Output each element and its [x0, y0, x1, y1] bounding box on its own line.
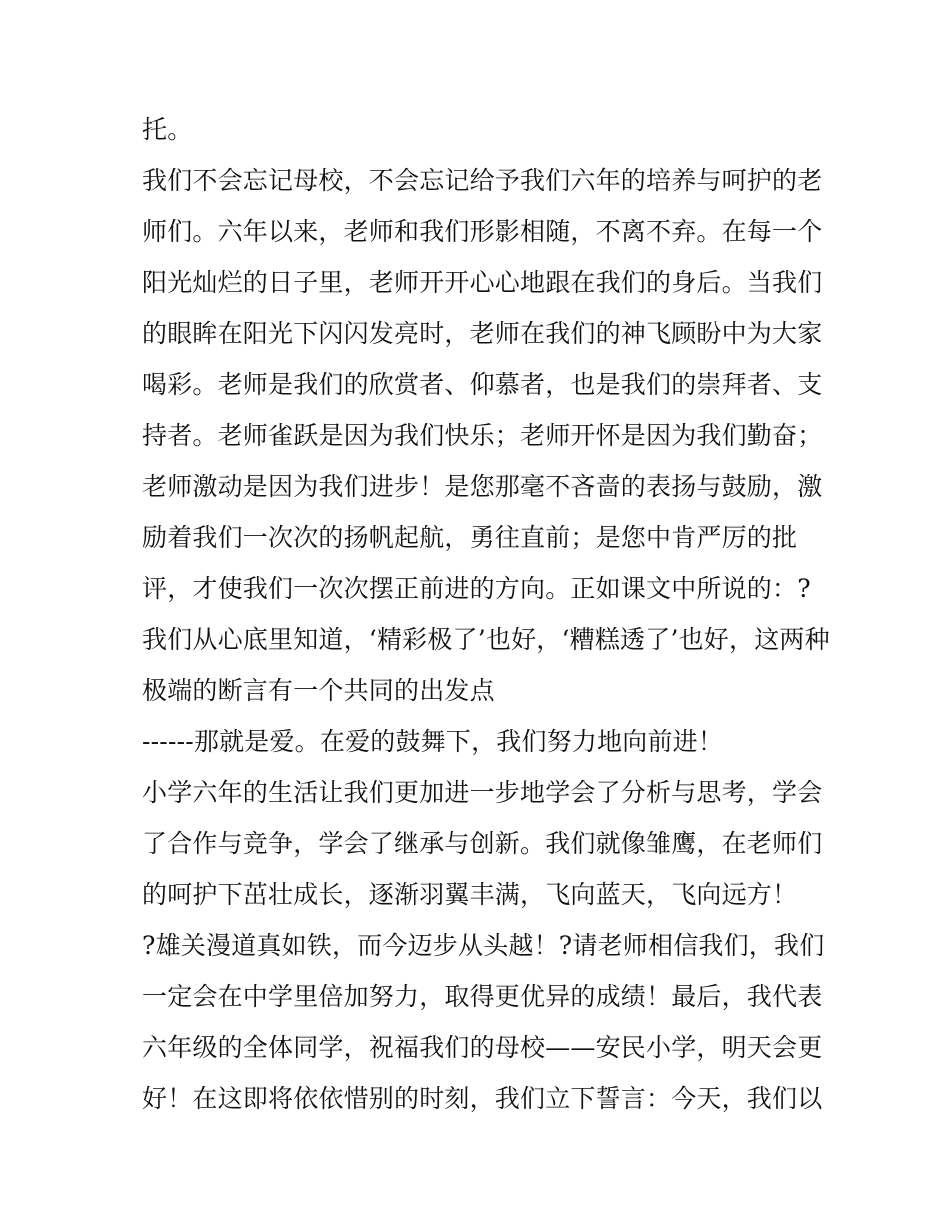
- text-line: 喝彩。老师是我们的欣赏者、仰慕者，也是我们的崇拜者、支: [142, 370, 823, 399]
- text-line: 评，才使我们一次次摆正前进的方向。正如课文中所说的：?: [142, 574, 811, 603]
- text-line: ?雄关漫道真如铁，而今迈步从头越！?请老师相信我们，我们: [142, 931, 825, 960]
- body-text: [142, 104, 830, 1124]
- text-line: 了合作与竞争，学会了继承与创新。我们就像雏鹰，在老师们: [142, 829, 823, 858]
- text-line: 我们从心底里知道，‘精彩极了’也好，‘糟糕透了’也好，这两种: [142, 625, 830, 654]
- text-line: 托。: [142, 115, 193, 144]
- text-line: 我们不会忘记母校，不会忘记给予我们六年的培养与呵护的老: [142, 166, 823, 195]
- text-line: 阳光灿烂的日子里，老师开开心心地跟在我们的身后。当我们: [142, 268, 823, 297]
- text-line: 六年级的全体同学，祝福我们的母校——安民小学，明天会更: [142, 1033, 823, 1062]
- text-line: 持者。老师雀跃是因为我们快乐；老师开怀是因为我们勤奋；: [142, 421, 823, 450]
- text-line: 老师激动是因为我们进步！是您那毫不吝啬的表扬与鼓励，激: [142, 472, 823, 501]
- text-line: 励着我们一次次的扬帆起航，勇往直前；是您中肯严厉的批: [142, 523, 798, 552]
- text-line: 极端的断言有一个共同的出发点: [142, 676, 495, 705]
- text-line: 师们。六年以来，老师和我们形影相随，不离不弃。在每一个: [142, 217, 823, 246]
- text-line: 小学六年的生活让我们更加进一步地学会了分析与思考，学会: [142, 778, 823, 807]
- text-line: ------那就是爱。在爱的鼓舞下，我们努力地向前进！: [142, 727, 724, 756]
- text-line: 的呵护下茁壮成长，逐渐羽翼丰满，飞向蓝天，飞向远方！: [142, 880, 798, 909]
- text-line: 一定会在中学里倍加努力，取得更优异的成绩！最后，我代表: [142, 982, 823, 1011]
- text-line: 好！在这即将依依惜别的时刻，我们立下誓言：今天，我们以: [142, 1084, 823, 1113]
- text-line: 的眼眸在阳光下闪闪发亮时，老师在我们的神飞顾盼中为大家: [142, 319, 823, 348]
